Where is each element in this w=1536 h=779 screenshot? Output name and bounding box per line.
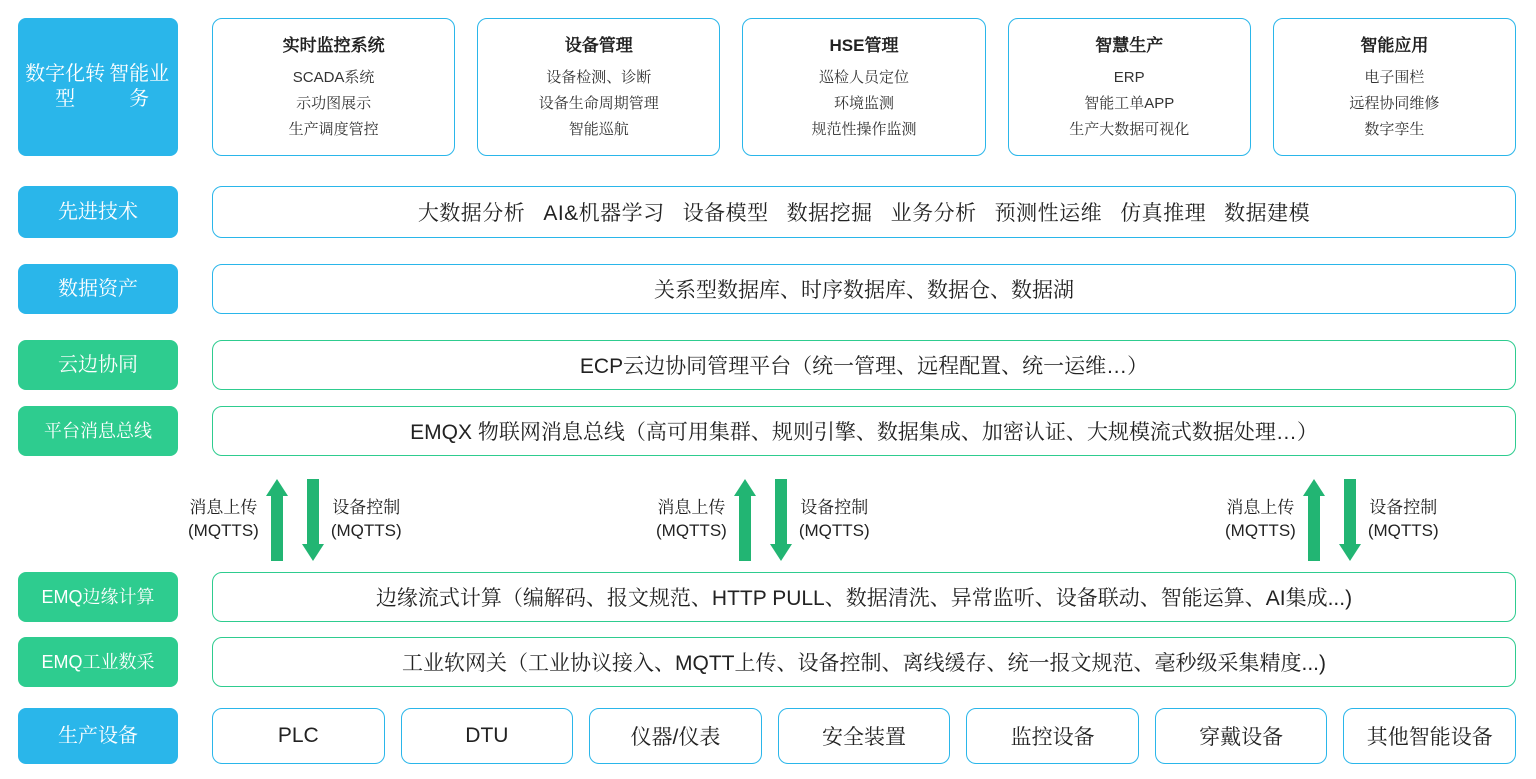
card-item: 数字孪生 — [1364, 121, 1425, 139]
cloud-edge-box: ECP云边协同管理平台（统一管理、远程配置、统一运维…） — [212, 340, 1516, 390]
arrow-label-down: 设备控制 (MQTTS) — [1367, 498, 1439, 540]
device-item[interactable]: DTU — [401, 708, 574, 764]
tech-items-box — [212, 186, 1516, 238]
industrial-collect-box: 工业软网关（工业协议接入、MQTT上传、设备控制、离线缓存、统一报文规范、毫秒级采集精度...) — [212, 637, 1516, 687]
arrow-down-icon — [302, 479, 324, 561]
arrow-down-icon — [770, 479, 792, 561]
tech-item: 设备模型 — [682, 202, 769, 225]
arrow-group — [188, 470, 402, 570]
edge-compute-box: 边缘流式计算（编解码、报文规范、HTTP PULL、数据清洗、异常监听、设备联动、智能运算、AI集成...) — [212, 572, 1516, 622]
layer-data-asset — [0, 264, 1536, 314]
card-item: 生产调度管控 — [288, 121, 379, 139]
card-item: 环境监测 — [834, 94, 895, 112]
arrow-label-down: 设备控制 (MQTTS) — [330, 498, 402, 540]
layer-label-message-bus: 平台消息总线 — [18, 406, 178, 456]
device-item[interactable]: 仪器/仪表 — [589, 708, 762, 764]
layer-business — [0, 18, 1536, 156]
card-item: 巡检人员定位 — [819, 68, 910, 86]
arrow-up-icon — [266, 479, 288, 561]
tech-item: 大数据分析 — [417, 202, 526, 225]
layer-industrial-collect — [0, 637, 1536, 687]
card-title: 实时监控系统 — [282, 35, 385, 55]
device-item[interactable]: 安全装置 — [778, 708, 951, 764]
tech-item: 预测性运维 — [994, 202, 1103, 225]
arrow-group — [1225, 470, 1439, 570]
data-asset-box: 关系型数据库、时序数据库、数据仓、数据湖 — [212, 264, 1516, 314]
card-item: 示功图展示 — [296, 94, 372, 112]
card-title: 智能应用 — [1360, 35, 1429, 55]
device-item[interactable]: 其他智能设备 — [1343, 708, 1516, 764]
business-card[interactable] — [477, 18, 720, 156]
card-item: 规范性操作监测 — [811, 121, 917, 139]
card-item: 智能巡航 — [568, 121, 629, 139]
card-title: HSE管理 — [829, 35, 899, 55]
layer-label-cloud-edge: 云边协同 — [18, 340, 178, 390]
business-card[interactable] — [212, 18, 455, 156]
arrow-label-up: 消息上传 (MQTTS) — [656, 498, 727, 540]
business-card[interactable] — [742, 18, 985, 156]
arrow-band — [0, 470, 1536, 580]
card-item: 设备生命周期管理 — [538, 94, 659, 112]
device-item[interactable]: 监控设备 — [966, 708, 1139, 764]
layer-label-business-line1: 数字化转型 — [25, 63, 106, 110]
layer-edge-compute — [0, 572, 1536, 622]
card-title: 设备管理 — [564, 35, 633, 55]
layer-devices — [0, 708, 1536, 764]
layer-label-edge-compute: EMQ边缘计算 — [18, 572, 178, 622]
tech-item: 业务分析 — [890, 202, 977, 225]
card-item: ERP — [1113, 68, 1145, 86]
card-item: 远程协同维修 — [1349, 94, 1440, 112]
layer-label-business — [18, 18, 178, 156]
card-item: 生产大数据可视化 — [1069, 121, 1190, 139]
arrow-label-up: 消息上传 (MQTTS) — [1225, 498, 1296, 540]
arrow-up-icon — [734, 479, 756, 561]
device-item[interactable]: PLC — [212, 708, 385, 764]
card-item: SCADA系统 — [292, 68, 375, 86]
layer-message-bus — [0, 406, 1536, 456]
card-item: 智能工单APP — [1084, 94, 1175, 112]
layer-label-industrial-collect: EMQ工业数采 — [18, 637, 178, 687]
layer-cloud-edge — [0, 340, 1536, 390]
tech-item: 数据挖掘 — [786, 202, 873, 225]
business-card[interactable] — [1273, 18, 1516, 156]
tech-item: 仿真推理 — [1120, 202, 1207, 225]
card-item: 设备检测、诊断 — [546, 68, 652, 86]
layer-label-tech: 先进技术 — [18, 186, 178, 238]
arrow-down-icon — [1339, 479, 1361, 561]
message-bus-box: EMQX 物联网消息总线（高可用集群、规则引擎、数据集成、加密认证、大规模流式数据处理…） — [212, 406, 1516, 456]
layer-label-business-line2: 智能业务 — [109, 63, 170, 110]
card-item: 电子围栏 — [1364, 68, 1425, 86]
device-list — [212, 708, 1516, 764]
arrow-label-up: 消息上传 (MQTTS) — [188, 498, 259, 540]
tech-item: 数据建模 — [1224, 202, 1311, 225]
business-card-list — [212, 18, 1516, 156]
business-card[interactable] — [1008, 18, 1251, 156]
layer-tech — [0, 186, 1536, 238]
layer-label-devices: 生产设备 — [18, 708, 178, 764]
tech-item: AI&机器学习 — [543, 202, 665, 225]
card-title: 智慧生产 — [1095, 35, 1164, 55]
arrow-group — [656, 470, 870, 570]
device-item[interactable]: 穿戴设备 — [1155, 708, 1328, 764]
layer-label-data-asset: 数据资产 — [18, 264, 178, 314]
arrow-up-icon — [1303, 479, 1325, 561]
arrow-label-down: 设备控制 (MQTTS) — [798, 498, 870, 540]
